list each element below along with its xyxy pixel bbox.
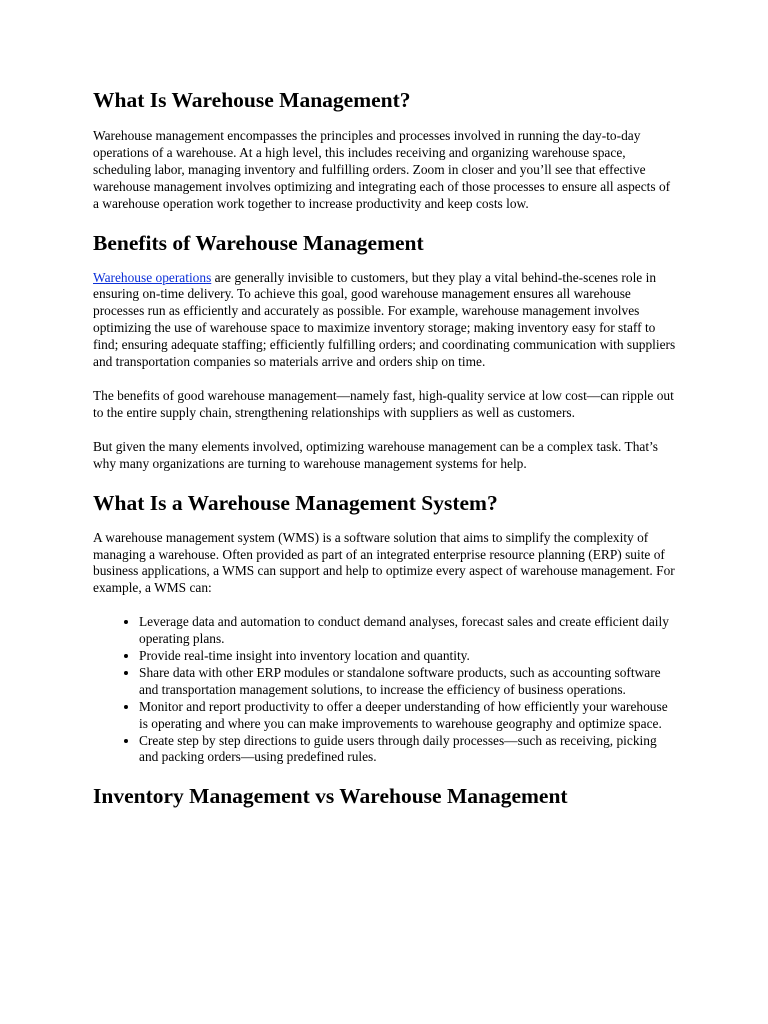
paragraph-complex-task: But given the many elements involved, optimizing warehouse management can be a complex task. That’s why many organizations are turning to warehouse management systems for help. <box>93 438 658 471</box>
list-item: • Provide real-time insight into inventory location and quantity. <box>139 648 678 665</box>
warehouse-operations-link[interactable]: Warehouse operations <box>93 269 212 285</box>
paragraph-warehouse-management-definition: Warehouse management encompasses the principles and processes involved in running the day-to-day operations of a warehouse. At a high level, this includes receiving and organizing warehouse space, scheduling labor, managing inventory and fulfilling orders. Zoom in closer and you’ll see that effective warehouse management involves optimizing and integrating each of those processes to ensure all aspects of a warehouse operation work together to increase productivity and keep costs low. <box>93 128 671 211</box>
list-item: • Monitor and report productivity to offer a deeper understanding of how efficiently your warehouse is operating and where you can make improvements to warehouse geography and optimize space. <box>139 699 678 733</box>
paragraph-benefits-ripple: The benefits of good warehouse management—namely fast, high-quality service at low cost—can ripple out to the entire supply chain, strengthening relationships with suppliers as well as customers. <box>93 387 674 420</box>
heading-inventory-vs-warehouse-management: Inventory Management vs Warehouse Management <box>93 784 568 809</box>
heading-what-is-warehouse-management: What Is Warehouse Management? <box>93 88 411 112</box>
paragraph-wms-definition: A warehouse management system (WMS) is a software solution that aims to simplify the complexity of managing a warehouse. Often provided as part of an integrated enterprise resource planning (ERP) suite of business applications, a WMS can support and help to optimize every aspect of warehouse management. For example, a WMS can: <box>93 529 675 596</box>
heading-what-is-wms: What Is a Warehouse Management System? <box>93 490 498 515</box>
list-item: • Create step by step directions to guide users through daily processes—such as receiving, picking and packing orders—using predefined rules. <box>139 733 678 767</box>
list-item: • Leverage data and automation to conduct demand analyses, forecast sales and create efficient daily operating plans. <box>139 614 678 648</box>
list-item: • Share data with other ERP modules or standalone software products, such as accounting software and transportation management solutions, to increase the efficiency of business operations. <box>139 665 678 699</box>
paragraph-warehouse-operations <box>93 270 678 371</box>
wms-capabilities-list <box>93 614 678 766</box>
paragraph-warehouse-operations-text: are generally invisible to customers, but they play a vital behind-the-scenes role in ensuring on-time delivery. To achieve this goal, good warehouse management ensures all warehouse processes run as efficiently and accurately as possible. For example, warehouse management involves optimizing the use of warehouse space to maximize inventory storage; making inventory easy for staff to find; ensuring adequate staffing; efficiently fulfilling orders; and coordinating communication with suppliers and transportation companies so materials arrive and orders ship on time. <box>93 269 676 370</box>
heading-benefits-of-warehouse-management: Benefits of Warehouse Management <box>93 230 424 255</box>
